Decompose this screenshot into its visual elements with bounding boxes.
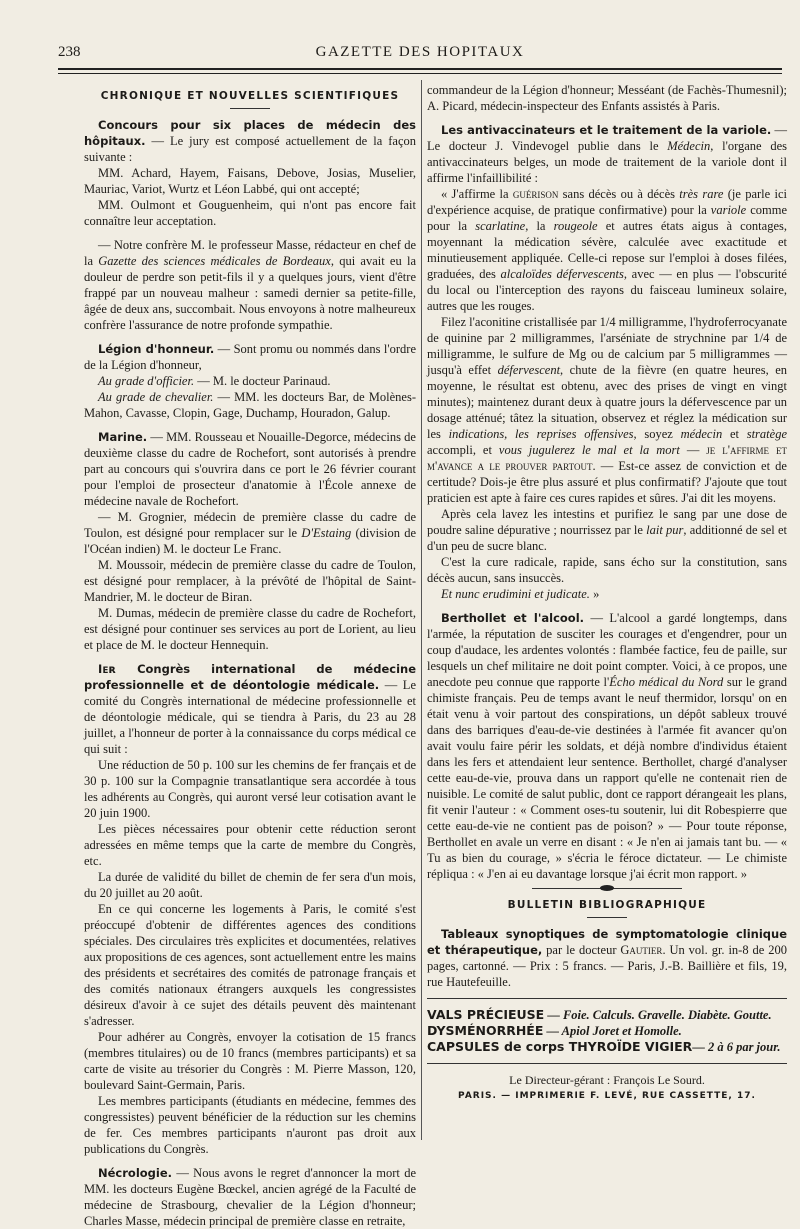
paragraph-quote: « J'affirme la guérison sans décès ou à décès très rare (je parle ici d'expérience acquise, de pratique confirmative) pour la variole comme pour la scarlatine, la rougeole et autres états aigus à contages, moyennant la médication sévère, calculée avec exactitude et minutieusement appliquée. Celle-ci repose sur l'emploi à doses filées, graduées, des alcaloïdes défervescents, avec — en plus — l'obscurité du local ou l'interception des rayons du faisceau lumineux solaire, autres que les rouges. bbox=[427, 187, 787, 313]
paragraph-quote: Et nunc erudimini et judicate. » bbox=[441, 587, 600, 601]
paragraph: commandeur de la Légion d'honneur; Messéant (de Fachès-Thumesnil); A. Picard, médecin-inspecteur des Enfants assistés à Paris. bbox=[427, 83, 787, 113]
paragraph-quote: C'est la cure radicale, rapide, sans écho sur la constitution, sans décès aucun, sans insuccès. bbox=[427, 555, 787, 585]
page-number: 238 bbox=[58, 44, 81, 60]
advert-capsules: CAPSULES de corps THYROÏDE VIGIER— 2 à 6 par jour. bbox=[427, 1039, 781, 1054]
paragraph-necrologie: Nécrologie. — Nous avons le regret d'annoncer la mort de MM. les docteurs Eugène Bœckel, ancien agrégé de la Faculté de médecine de Strasbourg, chevalier de la Légion d'honneur; Charles Masse, médecin principal de première classe en retraite, bbox=[84, 1166, 416, 1228]
journal-title: GAZETTE DES HOPITAUX bbox=[315, 44, 525, 60]
divider bbox=[427, 998, 787, 999]
ornament-divider bbox=[532, 888, 682, 891]
section-title-chronique: CHRONIQUE ET NOUVELLES SCIENTIFIQUES bbox=[100, 90, 400, 102]
paragraph: Au grade d'officier. — M. le docteur Parinaud. bbox=[98, 374, 331, 388]
paragraph-quote: Après cela lavez les intestins et purifiez le sang par une dose de poudre saline dépurative ; nourrissez par le lait pur, additionné de sel et d'un peu de sucre blanc. bbox=[427, 507, 787, 553]
paragraph-congres: Iᴇʀ Congrès international de médecine professionnelle et de déontologie médicale. — Le comité du Congrès international de médecine professionnelle et de déontologie médicale, qui se tiendra à Paris, du 23 au 28 juillet, a l'honneur de porter à la connaissance du corps médical ce qui suit : bbox=[84, 662, 416, 756]
paragraph-concours: Concours pour six places de médecin des hôpitaux. — Le jury est composé actuellement de la façon suivante : bbox=[84, 118, 416, 164]
printer-line: PARIS. — IMPRIMERIE F. LEVÉ, RUE CASSETTE, 17. bbox=[458, 1091, 756, 1101]
right-column bbox=[427, 82, 787, 1104]
section-title-bulletin: BULLETIN BIBLIOGRAPHIQUE bbox=[507, 899, 707, 911]
paragraph-marine: Marine. — MM. Rousseau et Nouaille-Degorce, médecins de deuxième classe du cadre de Rochefort, sont autorisés à prendre part au concours qui s'ouvrira dans ce port le 26 février courant pour l'emploi de prosecteur d'anatomie à l'École annexe de médecine navale de Rochefort. bbox=[84, 430, 416, 508]
column-divider bbox=[421, 80, 422, 1140]
paragraph-antivaccinateurs: Les antivaccinateurs et le traitement de la variole. — Le docteur J. Vindevogel publie dans le Médecin, l'organe des antivaccinateurs belges, un mode de traitement de la variole dont il affirme l'infaillibilité : bbox=[427, 123, 788, 185]
paragraph-berthollet: Berthollet et l'alcool. — L'alcool a gardé longtemps, dans l'armée, la réputation de susciter les courages et d'engendrer, pour un coup d'audace, les ardentes volontés : flambée factice, feu de paille, sur lesquels un chef militaire ne doit point compter. Voici, à ce propos, une anecdote peu connue que rapporte l'Écho médical du Nord sur le grand chimiste français. Peu de temps avant le neuf thermidor, lorsqu' on en était venu à voir partout des conspirations, un dépôt sableux trouvé dans des barriques d'eau-de-vie destinées à l'armée fit avancer qu'on avait voulu faire périr les soldats, et déjà nombre d'individus étaient dans les fers et attendaient leur sentence. Berthollet, chargé d'analyser cette eau-de-vie, prouva dans un rapport qu'elle ne contenait rien de nuisible. Le comité de salut public, dont ce rapport dérangeait les plans, fit venir l'auteur : « Comment oses-tu soutenir, lui dit Robespierre que cette eau-de-vie ne contient pas de poison? » — Pour toute réponse, Berthollet en avale un verre en disant : « Je n'en ai jamais tant bu. — « Tu as bien du courage, » s'écria le féroce dictateur. — Le chimiste répliqua : « J'en ai eu davantage lorsque j'ai écrit mon rapport. » bbox=[427, 611, 787, 881]
paragraph: MM. Achard, Hayem, Faisans, Debove, Josias, Muselier, Mauriac, Variot, Wurtz et Léon Labbé, qui ont accepté; bbox=[84, 166, 416, 196]
advert-vals: VALS PRÉCIEUSE — Foie. Calculs. Gravelle. Diabète. Goutte. bbox=[427, 1007, 772, 1022]
title-rule bbox=[587, 917, 627, 918]
paragraph-quote: Filez l'aconitine cristallisée par 1/4 milligramme, l'hydroferrocyanate de quinine par 2 milligrammes, l'arséniate de strychnine par 1/4 de milligramme, le sulfure de Mg ou de calcium par 5 milligrammes — jusqu'à effet défervescent, chute de la fièvre (en quatre heures, en moyenne, le résultat est obtenu, avec des prises de vingt en vingt minutes); maintenez durant deux à quatre jours la défervescence par un dosage atténué; tâtez la situation, observez et réglez la médication sur les indications, les reprises offensives, soyez médecin et stratège accompli, et vous jugulerez le mal et la mort — je l'affirme et m'avance a le prouver partout. — Est-ce assez de conviction et de certitude? Dois-je être plus assuré et plus confirmatif? J'ajoute que tout praticien est apte à faire ces cures rapides et sûres. J'ai dit les moyens. bbox=[427, 315, 787, 505]
paragraph: Au grade de chevalier. — MM. les docteurs Bar, de Molènes-Mahon, Cavasse, Clopin, Gage, Duchamp, Houradon, Galup. bbox=[84, 390, 416, 420]
paragraph: Une réduction de 50 p. 100 sur les chemins de fer français et de 30 p. 100 sur la Compagnie transatlantique sera accordée à tous les adhérents au Congrès, qui auront versé leur cotisation avant le 20 juin 1900. bbox=[84, 758, 416, 820]
paragraph-legion: Légion d'honneur. — Sont promu ou nommés dans l'ordre de la Légion d'honneur, bbox=[84, 342, 416, 372]
title-rule bbox=[230, 108, 270, 109]
paragraph: Les membres participants (étudiants en médecine, femmes des congressistes) peuvent bénéficier de la réduction sur les chemins de fer. Ces membres participants n'auront pas droit aux publications du Congrès. bbox=[84, 1094, 416, 1156]
paragraph: — M. Grognier, médecin de première classe du cadre de Toulon, est désigné pour remplacer sur le D'Estaing (division de l'Océan indien) M. le docteur Le Franc. bbox=[84, 510, 416, 556]
header-rule-thick bbox=[58, 68, 782, 70]
paragraph: M. Dumas, médecin de première classe du cadre de Rochefort, est désigné pour continuer ses services au port de Lorient, au lieu et place de M. le docteur Hennequin. bbox=[84, 606, 416, 652]
paragraph: MM. Oulmont et Gouguenheim, qui n'ont pas encore fait connaître leur acceptation. bbox=[84, 198, 416, 228]
paragraph: En ce qui concerne les logements à Paris, le comité s'est préoccupé d'obtenir de différentes agences des conditions spéciales. Des circulaires très explicites et documentées, relatives aux propositions de ces agences, sont actuellement entre les mains des présidents et secrétaires des comités de patronage français et des comités nationaux étrangers auxquels les congressistes désireux d'avoir à ce sujet des détails peuvent dès maintenant s'adresser. bbox=[84, 902, 416, 1028]
left-column bbox=[84, 82, 416, 1229]
header-rule-thin bbox=[58, 73, 782, 74]
paragraph: Les pièces nécessaires pour obtenir cette réduction seront adressées en même temps que la carte de membre du Congrès, etc. bbox=[84, 822, 416, 868]
page-header bbox=[58, 44, 782, 66]
paragraph: M. Moussoir, médecin de première classe du cadre de Toulon, est désigné pour remplacer, à la prévôté de l'hôpital de Saint-Mandrier, M. le docteur de Biran. bbox=[84, 558, 416, 604]
paragraph-masse: — Notre confrère M. le professeur Masse, rédacteur en chef de la Gazette des sciences médicales de Bordeaux, qui avait eu la douleur de perdre son petit-fils il y a quelques jours, vient d'être frappé par un nouveau malheur : samedi dernier sa petite-fille, âgée de deux ans, succombait. Nous envoyons à notre malheureux confrère l'assurance de notre profonde sympathie. bbox=[84, 238, 416, 332]
director-line: Le Directeur-gérant : François Le Sourd. bbox=[509, 1073, 705, 1087]
paragraph-biblio: Tableaux synoptiques de symptomatologie clinique et thérapeutique, par le docteur Gautier. Un vol. gr. in-8 de 200 pages, cartonné. — Prix : 5 francs. — Paris, J.-B. Baillière et fils, 19, rue Hautefeuille. bbox=[427, 927, 787, 989]
divider bbox=[427, 1063, 787, 1064]
paragraph: Pour adhérer au Congrès, envoyer la cotisation de 15 francs (membres titulaires) ou de 10 francs (membres participants) et sa carte de visite au trésorier du Congrès : M. Pierre Masson, 120, boulevard Saint-Germain, Paris. bbox=[84, 1030, 416, 1092]
paragraph: La durée de validité du billet de chemin de fer sera d'un mois, du 20 juillet au 20 août. bbox=[84, 870, 416, 900]
advert-dysmenorrhee: DYSMÉNORRHÉE — Apiol Joret et Homolle. bbox=[427, 1023, 682, 1038]
